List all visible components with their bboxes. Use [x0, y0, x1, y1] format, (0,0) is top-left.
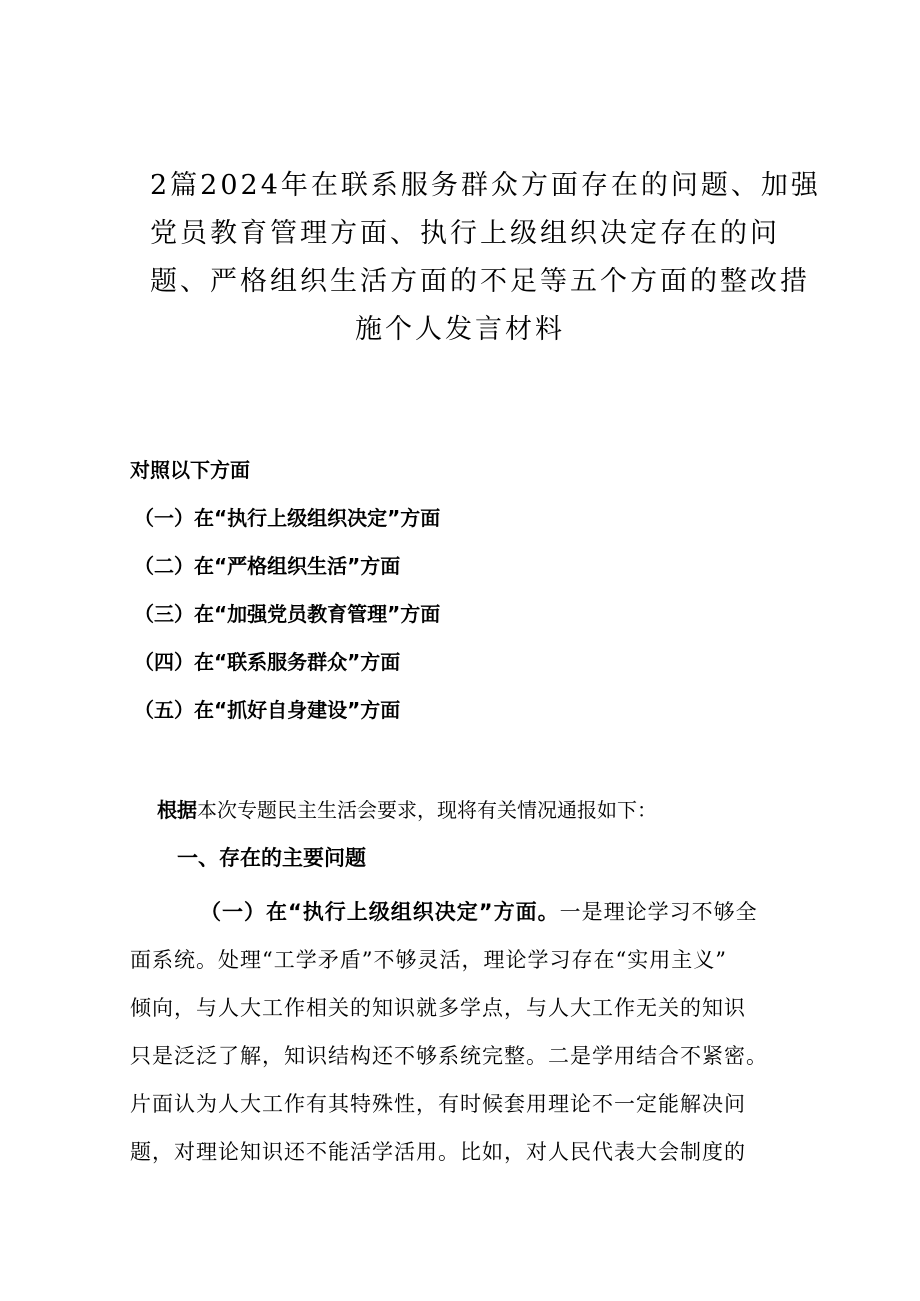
paragraph-line: 题，对理论知识还不能活学活用。比如，对人民代表大会制度的 [130, 1140, 746, 1164]
paragraph-line: 只是泛泛了解，知识结构还不够系统完整。二是学用结合不紧密。 [130, 1044, 768, 1068]
paragraph-line: 片面认为人大工作有其特殊性，有时候套用理论不一定能解决问 [130, 1092, 746, 1116]
intro-lead: 根据 [157, 798, 197, 822]
paragraph-line: 倾向，与人大工作相关的知识就多学点，与人大工作无关的知识 [130, 996, 746, 1020]
paragraph-bold-lead: （一）在“执行上级组织决定”方面。 [200, 900, 560, 924]
aspects-heading: 对照以下方面 [130, 458, 250, 482]
title-line: 施个人发言材料 [355, 314, 565, 345]
aspect-item-2: （二）在“严格组织生活”方面 [134, 554, 401, 578]
section-heading: 一、存在的主要问题 [177, 846, 366, 870]
aspect-item-5: （五）在“抓好自身建设”方面 [134, 698, 401, 722]
paragraph-first-line [130, 888, 796, 936]
body-paragraph [130, 888, 796, 1176]
aspect-item-3: （三）在“加强党员教育管理”方面 [134, 602, 441, 626]
title-line: 党员教育管理方面、执行上级组织决定存在的问 [150, 218, 780, 249]
intro-sentence [157, 795, 657, 825]
title-line: 题、严格组织生活方面的不足等五个方面的整改措 [150, 266, 810, 297]
document-title [150, 162, 821, 354]
paragraph-first-line-rest: 一是理论学习不够全 [559, 900, 758, 924]
title-line: 2篇2024年在联系服务群众方面存在的问题、加强 [150, 170, 821, 201]
paragraph-line: 面系统。处理“工学矛盾”不够灵活，理论学习存在“实用主义” [130, 948, 727, 972]
aspects-list [130, 455, 750, 743]
aspect-item-1: （一）在“执行上级组织决定”方面 [134, 506, 441, 530]
aspect-item-4: （四）在“联系服务群众”方面 [134, 650, 401, 674]
intro-rest: 本次专题民主生活会要求，现将有关情况通报如下： [197, 798, 657, 822]
